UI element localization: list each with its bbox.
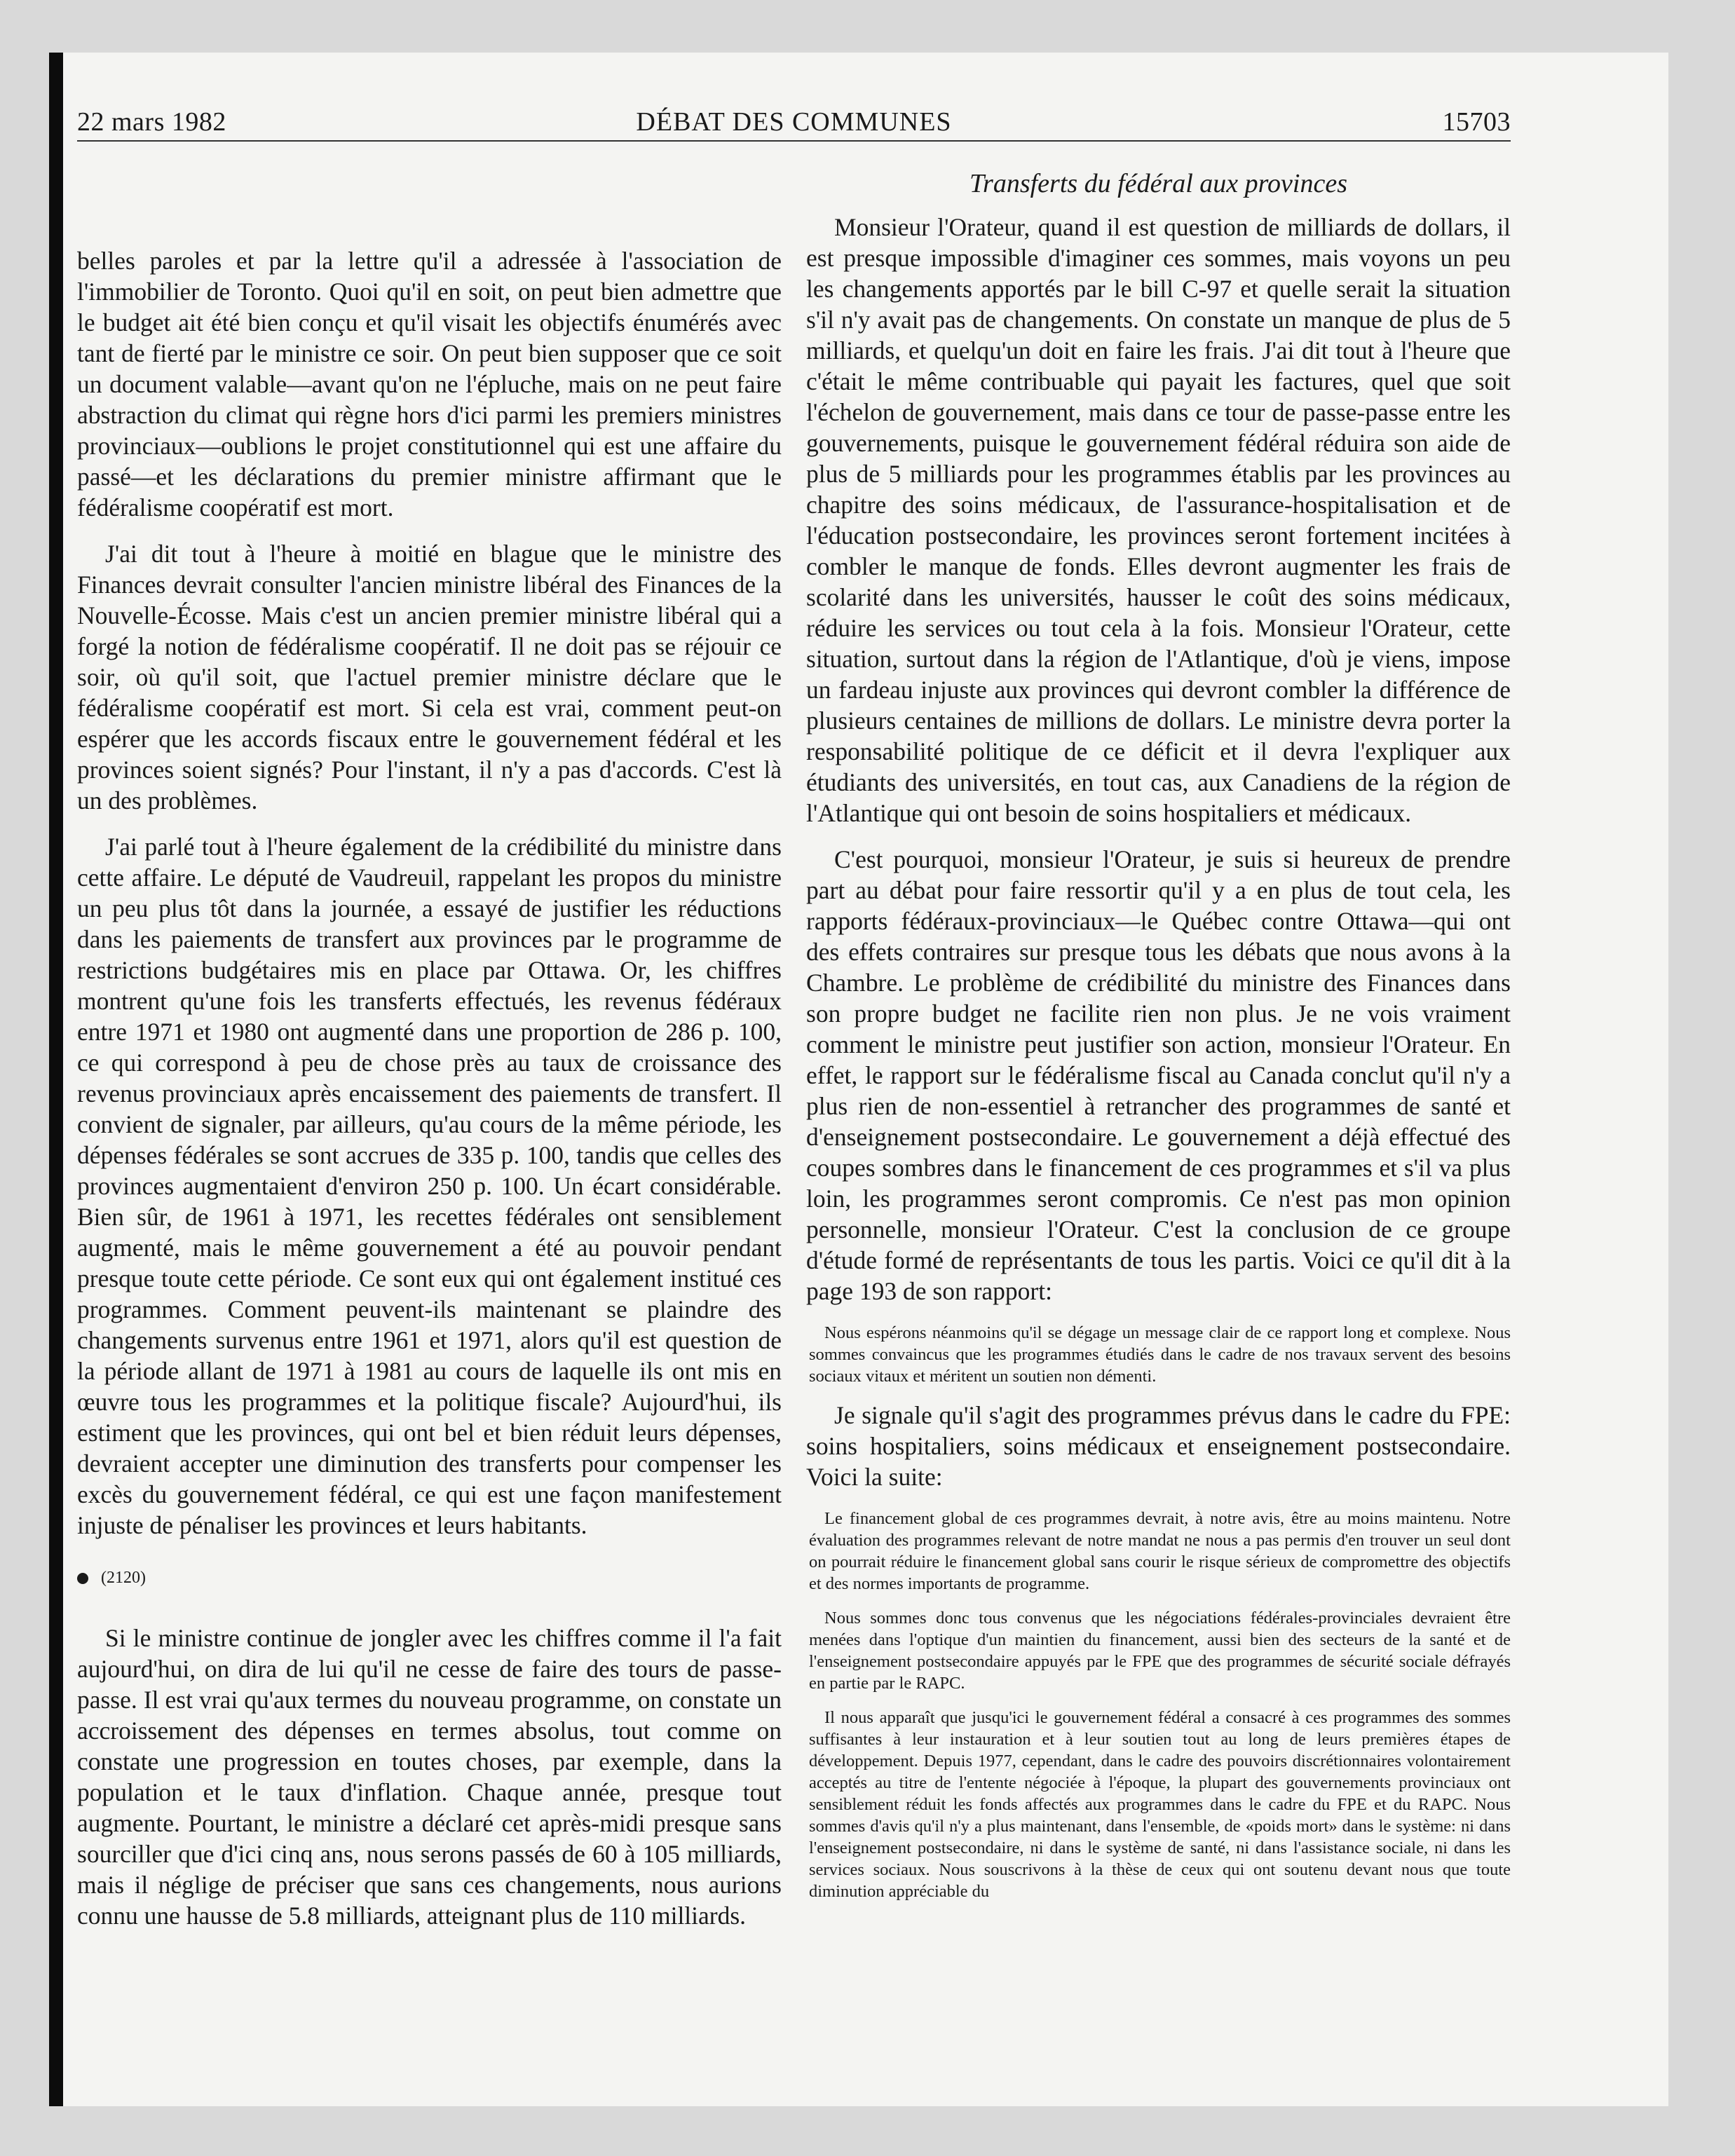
bullet-icon xyxy=(77,1573,88,1584)
paragraph: J'ai parlé tout à l'heure également de la crédibilité du ministre dans cette affaire. Le député de Vaudreuil, rappelant les propos du ministre un peu plus tôt dans la journée, a essayé de justifier les réductions dans les paiements de transfert aux provinces par le programme de restrictions budgétaires mis en place par Ottawa. Or, les chiffres montrent qu'une fois les transferts effectués, les revenus fédéraux entre 1971 et 1980 ont augmenté dans une proportion de 286 p. 100, ce qui correspond à peu de chose près au taux de croissance des revenus provinciaux après encaissement des paiements de transfert. Il convient de signaler, par ailleurs, qu'au cours de la même période, les dépenses fédérales se sont accrues de 335 p. 100, tandis que celles des provinces augmentaient d'environ 250 p. 100. Un écart considérable. Bien sûr, de 1961 à 1971, les recettes fédérales ont sensiblement augmenté, mais le même gouvernement a été au pouvoir pendant presque toute cette période. Ce sont eux qui ont également institué ces programmes. Comment peuvent-ils maintenant se plaindre des changements survenus entre 1961 et 1971, alors qu'il est question de la période allant de 1971 à 1981 au cours de laquelle ils ont mis en œuvre tous les programmes et la politique fiscale? Aujourd'hui, ils estiment que les provinces, qui ont bel et bien réduit leurs dépenses, devraient accepter une diminution des transferts pour compenser les excès du gouvernement fédéral, ce qui est une façon manifestement injuste de pénaliser les provinces et leurs habitants. xyxy=(77,833,782,1539)
right-column xyxy=(806,168,1511,1915)
header-rule xyxy=(77,140,1511,142)
block-quote: Nous espérons néanmoins qu'il se dégage un message clair de ce rapport long et complexe. Nous sommes convaincus que les programmes étudiés dans le cadre de nos travaux servent des besoins sociaux vitaux et méritent un soutien non démenti. xyxy=(809,1323,1511,1386)
page-header xyxy=(77,107,1511,150)
time-marker-label: (2120) xyxy=(101,1569,146,1587)
paragraph: Si le ministre continue de jongler avec les chiffres comme il l'a fait aujourd'hui, on dira de lui qu'il ne cesse de faire des tours de passe-passe. Il est vrai qu'aux termes du nouveau programme, on constate un accroissement des dépenses en termes absolus, tout comme on constate une progression en toutes choses, par exemple, dans la population et le taux d'inflation. Chaque année, presque tout augmente. Pourtant, le ministre a déclaré cet après-midi presque sans sourciller que d'ici cinq ans, nous serons passés de 60 à 105 milliards, mais il néglige de préciser que sans ces changements, nous aurions connu une hausse de 5.8 milliards, atteignant plus de 110 milliards. xyxy=(77,1624,782,1930)
block-quote: Nous sommes donc tous convenus que les négociations fédérales-provinciales devraient être menées dans l'optique d'un maintien du financement, aussi bien des secteurs de la santé et de l'enseignement postsecondaire appuyés par le FPE que des programmes de sécurité sociale défrayés en partie par le RAPC. xyxy=(809,1609,1511,1693)
time-marker xyxy=(77,1569,782,1588)
header-page-number: 15703 xyxy=(1442,107,1511,137)
block-quote: Le financement global de ces programmes devrait, à notre avis, être au moins maintenu. Notre évaluation des programmes relevant de notre mandat ne nous a pas permis d'en trouver un seul dont on pourrait réduire le financement global sans courir le risque sérieux de compromettre des objectifs et des normes importants de programme. xyxy=(809,1509,1511,1593)
block-quote: Il nous apparaît que jusqu'ici le gouvernement fédéral a consacré à ces programmes des sommes suffisantes à leur instauration et à leur soutien tout au long de leurs premières étapes de développement. Depuis 1977, cependant, dans le cadre des pouvoirs discrétionnaires volontairement acceptés au titre de l'entente négociée à l'époque, la plupart des gouvernements provinciaux ont sensiblement réduit les fonds affectés aux programmes dans le cadre du FPE et du RAPC. Nous sommes d'avis qu'il n'y a plus maintenant, dans l'ensemble, de «poids mort» dans le système: ni dans l'enseignement postsecondaire, ni dans le système de santé, ni dans l'assistance sociale, ni dans les services sociaux. Nous souscrivons à la thèse de ceux qui ont soutenu devant nous que toute diminution appréciable du xyxy=(809,1708,1511,1901)
paragraph: belles paroles et par la lettre qu'il a adressée à l'association de l'immobilier de Toronto. Quoi qu'il en soit, on peut bien admettre que le budget ait été bien conçu et qu'il visait les objectifs énumérés avec tant de fierté par le ministre ce soir. On peut bien supposer que ce soit un document valable—avant qu'on ne l'épluche, mais on ne peut faire abstraction du climat qui règne hors d'ici parmi les premiers ministres provinciaux—oublions le projet constitutionnel qui est une affaire du passé—et les déclarations du premier ministre affirmant que le fédéralisme coopératif est mort. xyxy=(77,247,782,521)
paragraph: Je signale qu'il s'agit des programmes prévus dans le cadre du FPE: soins hospitaliers, soins médicaux et enseignement postsecondaire. Voici la suite: xyxy=(806,1401,1511,1491)
header-title: DÉBAT DES COMMUNES xyxy=(636,107,952,137)
header-date: 22 mars 1982 xyxy=(77,107,226,137)
paragraph: J'ai dit tout à l'heure à moitié en blague que le ministre des Finances devrait consulter l'ancien ministre libéral des Finances de la Nouvelle-Écosse. Mais c'est un ancien premier ministre libéral qui a forgé la notion de fédéralisme coopératif. Il ne doit pas se réjouir ce soir, où qu'il soit, que l'actuel premier ministre déclare que le fédéralisme coopératif est mort. Si cela est vrai, comment peut-on espérer que les accords fiscaux entre le gouvernement fédéral et les provinces soient signés? Pour l'instant, il n'y a pas d'accords. C'est là un des problèmes. xyxy=(77,540,782,814)
left-column xyxy=(77,245,782,1946)
paragraph: C'est pourquoi, monsieur l'Orateur, je suis si heureux de prendre part au débat pour faire ressortir qu'il y a en plus de tout cela, les rapports fédéraux-provinciaux—le Québec contre Ottawa—qui ont des effets contraires sur presque tous les débats que nous avons à la Chambre. Le problème de crédibilité du ministre des Finances dans son propre budget ne facilite rien non plus. Je ne vois vraiment comment le ministre peut justifier son action, monsieur l'Orateur. En effet, le rapport sur le fédéralisme fiscal au Canada conclut qu'il n'y a plus rien de non-essentiel à retrancher des programmes de santé et d'enseignement postsecondaire. Le gouvernement a déjà effectué des coupes sombres dans le financement de ces programmes et s'il va plus loin, les programmes seront compromis. Ce n'est pas mon opinion personnelle, monsieur l'Orateur. C'est la conclusion de ce groupe d'étude formé de représentants de tous les partis. Voici ce qu'il dit à la page 193 de son rapport: xyxy=(806,845,1511,1305)
scan-edge xyxy=(49,53,63,2106)
paragraph: Monsieur l'Orateur, quand il est question de milliards de dollars, il est presque impossible d'imaginer ces sommes, mais voyons un peu les changements apportés par le bill C-97 et quelle serait la situation s'il n'y avait pas de changements. On constate un manque de plus de 5 milliards, et quelqu'un doit en faire les frais. J'ai dit tout à l'heure que c'était le même contribuable qui payait les factures, quel que soit l'échelon de gouvernement, mais dans ce tour de passe-passe entre les gouvernements, puisque le gouvernement fédéral réduira son aide de plus de 5 milliards pour les programmes établis par les provinces au chapitre des soins médicaux, de l'assurance-hospitalisation et de l'éducation postsecondaire, les provinces seront fortement incitées à combler le manque de fonds. Elles devront augmenter les frais de scolarité dans les universités, hausser le coût des soins médicaux, réduire les services ou tout cela à la fois. Monsieur l'Orateur, cette situation, surtout dans la région de l'Atlantique, d'où je viens, impose un fardeau injuste aux provinces qui devront combler la différence de plusieurs centaines de millions de dollars. Le ministre devra porter la responsabilité politique de ce déficit et il devra l'expliquer aux étudiants des universités, en tout cas, aux Canadiens de la région de l'Atlantique qui ont besoin de soins hospitaliers et médicaux. xyxy=(806,213,1511,827)
section-title: Transferts du fédéral aux provinces xyxy=(969,169,1347,198)
